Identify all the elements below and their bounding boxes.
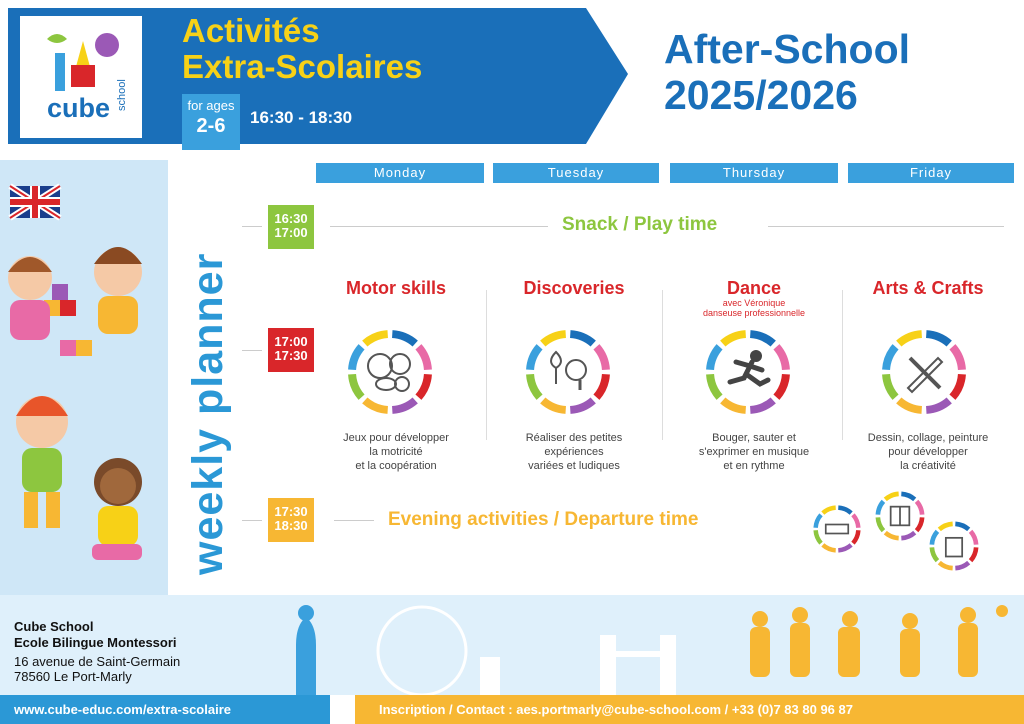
dancer-icon (700, 324, 796, 420)
divider (768, 226, 1004, 227)
program-title: After-School (664, 26, 910, 72)
evening-activities: Evening activities / Departure time (388, 509, 699, 530)
desc-line: la créativité (900, 460, 956, 472)
left-illustration-panel (0, 160, 168, 605)
ages-value: 2-6 (196, 115, 226, 137)
title-line-1: Activités (182, 12, 320, 49)
time-slot-1 (268, 205, 314, 249)
day-header-tuesday: Tuesday (493, 163, 659, 183)
svg-text:school: school (116, 79, 128, 111)
activity-desc-motor-skills (311, 431, 481, 473)
column-divider (842, 290, 843, 440)
divider (242, 520, 262, 521)
mat-icon (810, 502, 864, 556)
day-header-thursday: Thursday (670, 163, 838, 183)
time-slot-3 (268, 498, 314, 542)
sports-balls-icon (342, 324, 438, 420)
puzzle-icon (872, 488, 928, 544)
activity-desc-discoveries (489, 431, 659, 473)
snack-play-time: Snack / Play time (562, 214, 718, 235)
column-divider (486, 290, 487, 440)
school-name-line-1: Cube School (14, 619, 94, 634)
magnifier-tree-icon (520, 324, 616, 420)
time-slot-2 (268, 328, 314, 372)
slot-start: 16:30 (274, 211, 308, 226)
divider (330, 226, 548, 227)
desc-line: la motricité (369, 446, 423, 458)
desc-line: s'exprimer en musique (698, 446, 810, 458)
ages-label: for ages (187, 98, 235, 113)
school-name-line-2: Ecole Bilingue Montessori (14, 635, 177, 650)
book-icon (926, 518, 982, 574)
desc-line: pour développer (888, 446, 968, 458)
address-line-1: 16 avenue de Saint-Germain (14, 654, 181, 669)
contact-info[interactable]: Inscription / Contact : aes.portmarly@cube-school.com / +33 (0)7 83 80 96 87 (355, 695, 1024, 724)
pencil-brush-icon (876, 324, 972, 420)
slot-end: 18:30 (274, 518, 308, 533)
dance-subtitle (669, 298, 839, 318)
uk-flag-icon (10, 186, 60, 218)
desc-line: Réaliser des petites (525, 432, 623, 444)
divider (242, 350, 262, 351)
dance-subtitle-line-1: avec Véronique (722, 298, 786, 308)
logo (22, 18, 140, 136)
desc-line: expériences (544, 446, 604, 458)
cube-school-logo (25, 21, 137, 133)
desc-line: et en rythme (723, 460, 785, 472)
ages-badge (182, 94, 240, 150)
website-link[interactable]: www.cube-educ.com/extra-scolaire (0, 695, 330, 724)
activity-desc-dance (669, 431, 839, 473)
address-line-2: 78560 Le Port-Marly (14, 669, 132, 684)
school-name (14, 619, 177, 651)
title-line-2: Extra-Scolaires (182, 48, 423, 85)
slot-start: 17:30 (274, 504, 308, 519)
desc-line: variées et ludiques (528, 460, 620, 472)
desc-line: Dessin, collage, peinture (867, 432, 989, 444)
column-divider (662, 290, 663, 440)
slot-start: 17:00 (274, 334, 308, 349)
activity-title-motor-skills: Motor skills (345, 278, 447, 298)
dance-subtitle-line-2: danseuse professionnelle (702, 308, 806, 318)
desc-line: Jeux pour développer (343, 432, 449, 444)
children-illustration (0, 160, 168, 605)
svg-text:cube: cube (47, 93, 111, 123)
divider (334, 520, 374, 521)
school-address (14, 654, 180, 684)
day-header-monday: Monday (316, 163, 484, 183)
day-header-friday: Friday (848, 163, 1014, 183)
slot-end: 17:00 (274, 225, 308, 240)
slot-end: 17:30 (274, 348, 308, 363)
desc-line: et la coopération (355, 460, 437, 472)
activity-title-arts-crafts: Arts & Crafts (872, 278, 984, 298)
activity-title-dance: Dance (726, 278, 782, 298)
activity-desc-arts-crafts (843, 431, 1013, 473)
activity-title-discoveries: Discoveries (523, 278, 625, 298)
desc-line: Bouger, sauter et (712, 432, 796, 444)
divider (242, 226, 262, 227)
hours-range: 16:30 - 18:30 (250, 108, 353, 127)
program-year: 2025/2026 (664, 72, 858, 118)
weekly-planner-label: weekly planner (184, 252, 232, 575)
